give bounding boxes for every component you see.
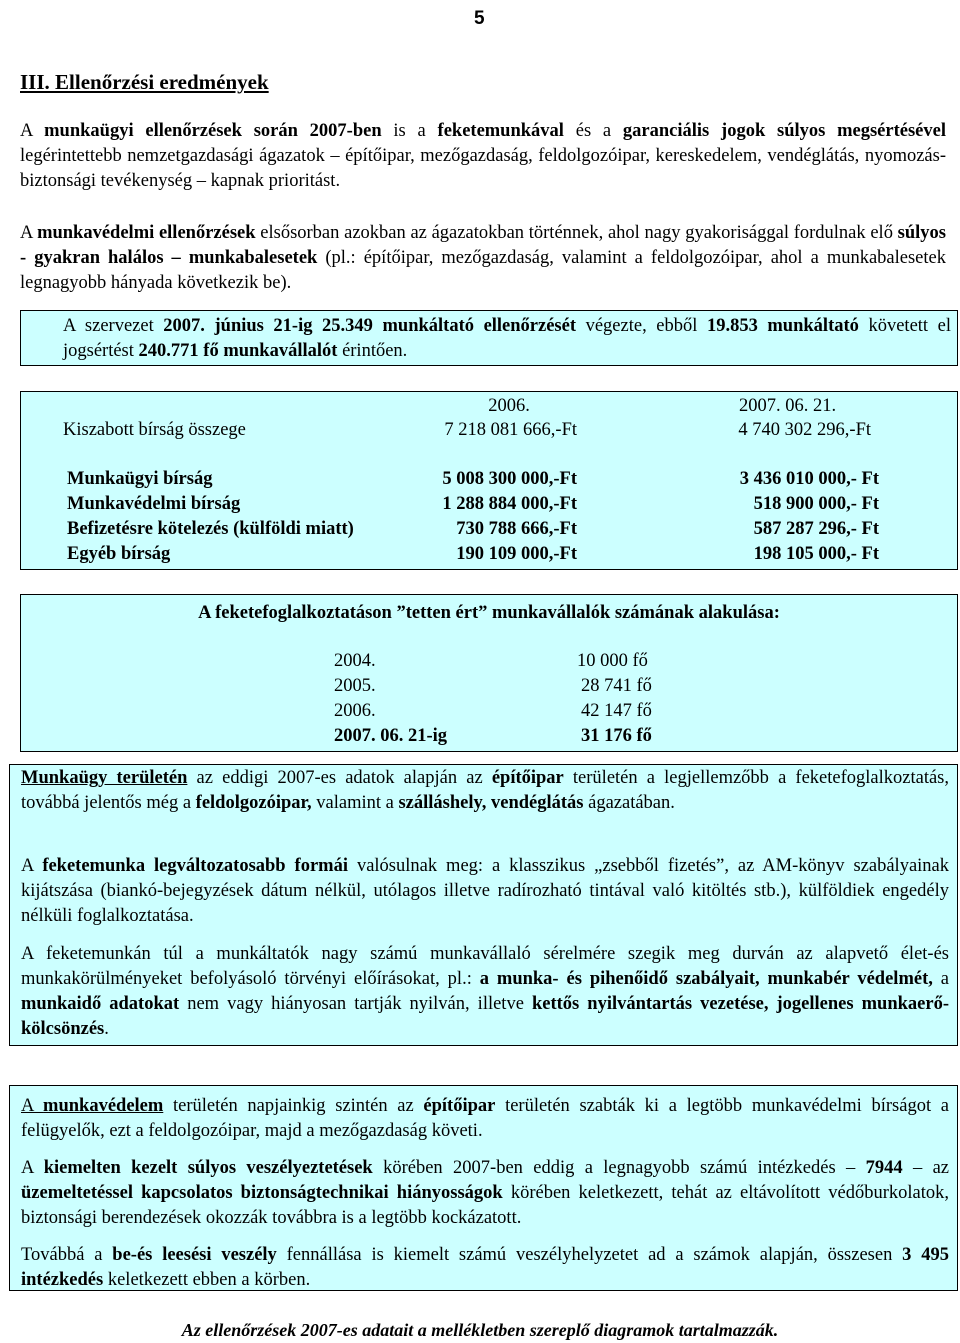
intro-paragraph-safety: A munkavédelmi ellenőrzések elsősorban azokban az ágazatokban történnek, ahol nagy gyakorisággal fordulnak elő súlyos - gyakran halálos – munkabalesetek (pl.: építőipar, mezőgazdaság, valamint a feldolgozóipar, ahol a munkabalesetek legnagyobb hányada következik be). xyxy=(20,223,946,293)
workers-year: 2007. 06. 21-ig xyxy=(334,726,448,746)
fines-total-2006: 7 218 081 666,-Ft xyxy=(444,420,577,440)
summary-text: A szervezet 2007. június 21-ig 25.349 munkáltató ellenőrzését végezte, ebből 19.853 munkáltató követett el jogsértést 240.771 fő munkavállalót érintően. xyxy=(63,316,951,361)
labor-paragraph: A feketemunka legváltozatosabb formái valósulnak meg: a klasszikus „zsebből fizetés”, az AM-könyv szabályainak kijátszása (biankó-bejegyzések dátum nélkül, utólagos illetve radírozható tintával való kitöltés stb.), külföldiek engedély nélküli foglalkoztatása. xyxy=(21,856,950,926)
fines-total-2007: 4 740 302 296,-Ft xyxy=(738,420,871,440)
labor-paragraph: Munkaügy területén az eddigi 2007-es adatok alapján az építőipar területén a legjellemzőbb a feketefoglalkoztatás, továbbá jelentős még a feldolgozóipar, valamint a szálláshely, vendéglátás ágazatában. xyxy=(21,768,949,813)
fines-row-label: Munkavédelmi bírság xyxy=(67,494,241,514)
workers-count: 10 000 fő xyxy=(577,651,648,671)
fines-row-label: Befizetésre kötelezés (külföldi miatt) xyxy=(67,519,354,539)
labor-box xyxy=(9,764,958,1046)
intro-paragraph-labor: A munkaügyi ellenőrzések során 2007-ben is a feketemunkával és a garanciális jogok súlyos megsértésével legérintettebb nemzetgazdasági ágazatok – építőipar, mezőgazdaság, feldolgozóipar, kereskedelem, vendéglátás, nyomozás-biztonsági tevékenység – kapnak prioritást. xyxy=(20,121,946,191)
fines-row-2007: 587 287 296,- Ft xyxy=(753,519,879,539)
safety-paragraph: Továbbá a be-és leesési veszély fennállása is kiemelt számú veszélyhelyzetet ad a számok alapján, összesen 3 495 intézkedés keletkezett ebben a körben. xyxy=(21,1245,949,1290)
fines-row-2006: 1 288 884 000,-Ft xyxy=(442,494,577,514)
workers-count: 28 741 fő xyxy=(581,676,652,696)
workers-count: 42 147 fő xyxy=(581,701,652,721)
fines-row-2006: 730 788 666,-Ft xyxy=(456,519,577,539)
fines-row-2007: 518 900 000,- Ft xyxy=(753,494,879,514)
fines-row-label: Munkaügyi bírság xyxy=(67,469,213,489)
fines-col-2007-header: 2007. 06. 21. xyxy=(739,396,837,416)
workers-count: 31 176 fő xyxy=(581,726,652,746)
fines-row-2007: 198 105 000,- Ft xyxy=(753,544,879,564)
fines-row-2006: 5 008 300 000,-Ft xyxy=(442,469,577,489)
page-number: 5 xyxy=(474,8,485,29)
fines-row-label: Egyéb bírság xyxy=(67,544,171,564)
fines-col-2006-header: 2006. xyxy=(488,396,530,416)
workers-box xyxy=(20,594,958,752)
workers-year: 2005. xyxy=(334,676,376,696)
workers-year: 2004. xyxy=(334,651,376,671)
fines-total-label: Kiszabott bírság összege xyxy=(63,420,246,440)
fines-row-2006: 190 109 000,-Ft xyxy=(456,544,577,564)
fines-box xyxy=(20,391,958,570)
safety-box xyxy=(9,1085,958,1291)
workers-year: 2006. xyxy=(334,701,376,721)
fines-row-2007: 3 436 010 000,- Ft xyxy=(739,469,879,489)
safety-paragraph: A munkavédelem területén napjainkig szintén az építőipar területén szabták ki a legtöbb munkavédelmi bírságot a felügyelők, ezt a feldolgozóipar, majd a mezőgazdaság követi. xyxy=(21,1096,949,1141)
labor-paragraph: A feketemunkán túl a munkáltatók nagy számú munkavállaló sérelmére szegik meg durván az alapvető élet-és munkakörülményeket befolyásoló törvényi előírásokat, pl.: a munka- és pihenőidő szabályait, munkabér védelmét, a munkaidő adatokat nem vagy hiányosan tartják nyilván, illetve kettős nyilvántartás vezetése, jogellenes munkaerő-kölcsönzés. xyxy=(21,944,950,1039)
workers-title: A feketefoglalkoztatáson ”tetten ért” munkavállalók számának alakulása: xyxy=(198,603,780,623)
section-heading: III. Ellenőrzési eredmények xyxy=(20,70,269,94)
safety-paragraph: A kiemelten kezelt súlyos veszélyeztetések körében 2007-ben eddig a legnagyobb számú intézkedés – 7944 – az üzemeltetéssel kapcsolatos biztonságtechnikai hiányosságok körében keletkezett, tehát az eltávolított védőburkolatok, biztonsági berendezések okozzák továbbra is a legtöbb kockázatott. xyxy=(21,1158,949,1228)
summary-box xyxy=(20,310,958,366)
footer-note: Az ellenőrzések 2007-es adatait a mellékletben szereplő diagramok tartalmazzák. xyxy=(181,1320,779,1340)
